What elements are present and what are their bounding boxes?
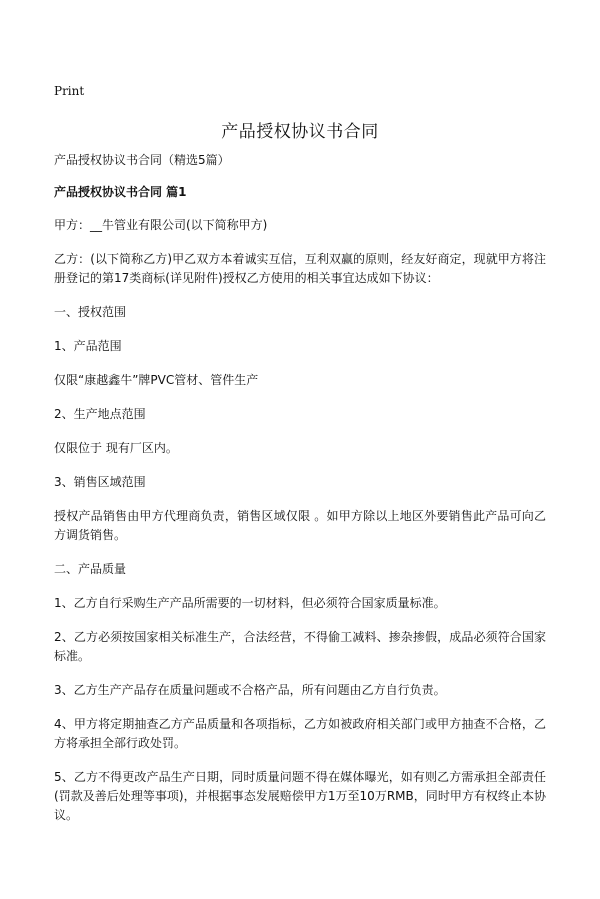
section-heading: 产品授权协议书合同 篇1 (54, 185, 187, 199)
paragraph: 仅限“康越鑫牛”牌PVC管材、管件生产 (54, 373, 259, 387)
clause-item: 1、乙方自行采购生产产品所需要的一切材料，但必须符合国家质量标准。 (54, 596, 446, 610)
clause-item: 5、乙方不得更改产品生产日期，同时质量问题不得在媒体曝光，如有则乙方需承担全部责任(罚款及善后处理等事项)，并根据事态发展赔偿甲方1万至10万RMB，同时甲方有权终止本协议。 (54, 770, 546, 822)
print-link[interactable]: Print (54, 84, 85, 98)
document-title: 产品授权协议书合同 (221, 122, 379, 142)
party-a-line: 甲方：__牛管业有限公司(以下简称甲方) (54, 218, 268, 232)
subsection-heading: 2、生产地点范围 (54, 407, 146, 421)
paragraph: 仅限位于 现有厂区内。 (54, 441, 178, 455)
clause-item: 4、甲方将定期抽查乙方产品质量和各项指标，乙方如被政府相关部门或甲方抽查不合格，乙方将承担全部行政处罚。 (54, 717, 546, 750)
party-b-paragraph: 乙方：(以下简称乙方)甲乙双方本着诚实互信，互利双赢的原则，经友好商定，现就甲方将注册登记的第17类商标(详见附件)授权乙方使用的相关事宜达成如下协议： (54, 252, 546, 285)
clause-item: 2、乙方必须按国家相关标准生产，合法经营，不得偷工减料、掺杂掺假，成品必须符合国家标准。 (54, 630, 546, 663)
paragraph: 授权产品销售由甲方代理商负责，销售区域仅限 。如甲方除以上地区外要销售此产品可向乙方调货销售。 (54, 509, 546, 542)
subsection-heading: 3、销售区域范围 (54, 475, 146, 489)
subsection-heading: 1、产品范围 (54, 339, 122, 353)
document-body (54, 151, 546, 840)
section-heading: 二、产品质量 (54, 562, 127, 576)
section-heading: 一、授权范围 (54, 305, 127, 319)
document-subtitle: 产品授权协议书合同（精选5篇） (54, 153, 230, 167)
clause-item: 3、乙方生产产品存在质量问题或不合格产品，所有问题由乙方自行负责。 (54, 683, 446, 697)
